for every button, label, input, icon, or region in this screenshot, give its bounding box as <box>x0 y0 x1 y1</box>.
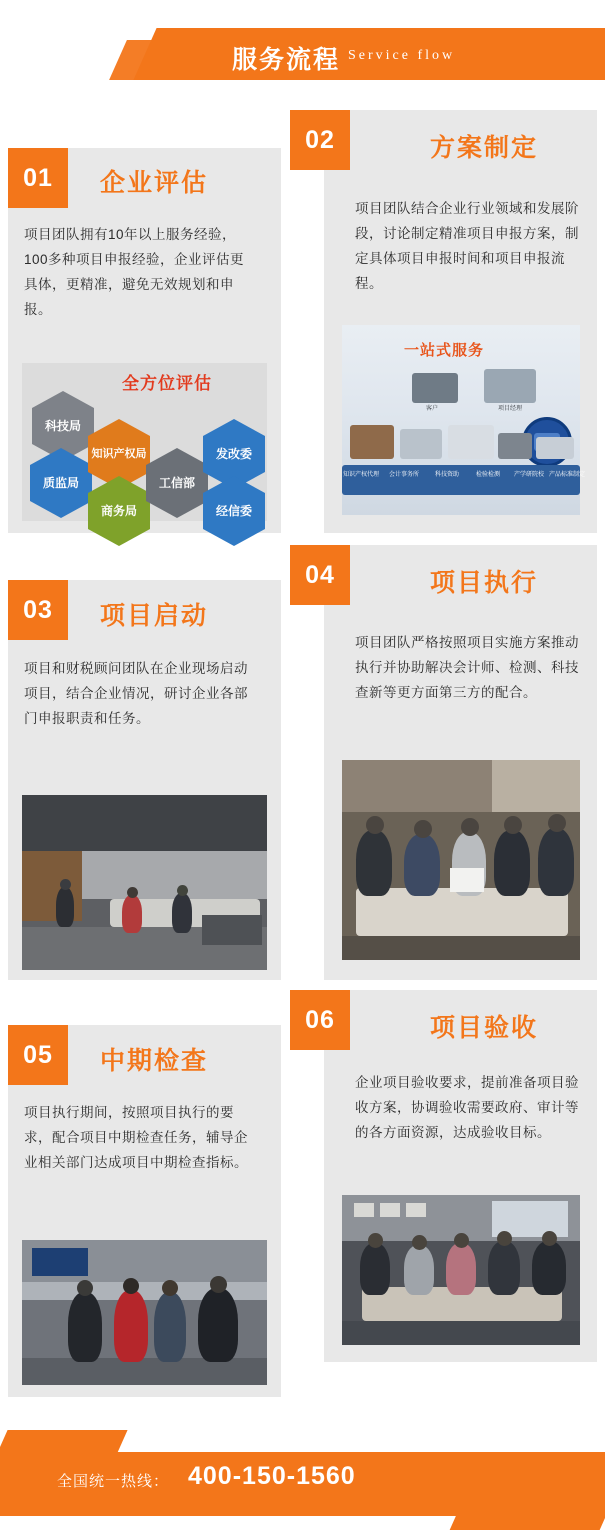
step-number-03: 03 <box>8 580 68 640</box>
photo05-screen <box>32 1248 88 1276</box>
photo04-head-2 <box>414 820 432 838</box>
step-photo-05 <box>22 1240 267 1385</box>
illus-cap-4: 产学研院校 <box>513 472 544 478</box>
photo06-head-3 <box>454 1233 469 1248</box>
photo04-person-2 <box>404 834 440 896</box>
photo05-head-3 <box>162 1280 178 1296</box>
photo03-head-1 <box>60 879 71 890</box>
step-text-02: 项目团队结合企业行业领域和发展阶段，讨论制定精准项目申报方案，制定具体项目申报时间和项目申报流程。 <box>355 201 579 291</box>
photo06-person-2 <box>404 1245 434 1295</box>
hex-node-5: 商务局 <box>88 493 150 529</box>
illus-caption-band <box>342 465 580 495</box>
page-title: 服务流程 <box>232 46 341 74</box>
photo06-person-4 <box>488 1241 520 1295</box>
service-illustration-label: 一站式服务 <box>404 342 485 359</box>
photo05-head-2 <box>123 1278 139 1294</box>
photo06-head-4 <box>497 1231 512 1246</box>
photo06-person-3 <box>446 1243 476 1295</box>
photo06-head-2 <box>412 1235 427 1250</box>
photo06-frame-2 <box>380 1203 400 1217</box>
step-text-05: 项目执行期间，按照项目执行的要求，配合项目中期检查任务，辅导企业相关部门达成项目中期检查指标。 <box>24 1105 248 1170</box>
hex-node-0: 科技局 <box>32 408 94 444</box>
step-photo-04 <box>342 760 580 960</box>
photo05-floor <box>22 1358 267 1385</box>
step-photo-03 <box>22 795 267 970</box>
step-text-04: 项目团队严格按照项目实施方案推动执行并协助解决会计师、检测、科技查新等更方面第三方的配合。 <box>355 635 579 700</box>
photo05-person-4 <box>198 1288 238 1362</box>
photo06-head-5 <box>542 1231 557 1246</box>
step-title-02: 方案制定 <box>430 134 539 162</box>
step-number-01: 01 <box>8 148 68 208</box>
photo06-person-5 <box>532 1241 566 1295</box>
step-number-02: 02 <box>290 110 350 170</box>
step-card-06 <box>324 990 597 1362</box>
hex-node-2: 发改委 <box>203 436 265 472</box>
step-card-04 <box>324 545 597 980</box>
hex-node-4: 工信部 <box>146 465 208 501</box>
illus-node-office <box>400 429 442 459</box>
step-text-03: 项目和财税顾问团队在企业现场启动项目，结合企业情况，研讨企业各部门申报职责和任务。 <box>24 661 248 726</box>
photo06-floor <box>342 1321 580 1345</box>
service-illustration <box>342 325 585 515</box>
illus-cap-1: 会计事务所 <box>388 472 419 478</box>
photo04-window <box>492 760 580 812</box>
photo04-laptop <box>450 868 484 892</box>
step-number-04: 04 <box>290 545 350 605</box>
step-title-06: 项目验收 <box>430 1014 539 1042</box>
photo05-person-1 <box>68 1292 102 1362</box>
step-text-06: 企业项目验收要求，提前准备项目验收方案，协调验收需要政府、审计等的各方面资源，达成验收目标。 <box>355 1075 579 1140</box>
photo04-person-5 <box>538 828 574 896</box>
step-number-06: 06 <box>290 990 350 1050</box>
photo06-head-1 <box>368 1233 383 1248</box>
hex-node-1: 知识产权局 <box>88 436 150 472</box>
footer-accent-right <box>450 1506 605 1530</box>
step-title-05: 中期检查 <box>100 1047 209 1075</box>
illus-caption-manager: 项目经理 <box>497 406 522 412</box>
photo06-person-1 <box>360 1243 390 1295</box>
page-subtitle: Service flow <box>348 48 456 63</box>
step-title-03: 项目启动 <box>100 602 209 630</box>
photo05-head-1 <box>77 1280 93 1296</box>
illus-node-board <box>448 425 494 459</box>
photo04-person-1 <box>356 830 392 896</box>
photo03-head-2 <box>127 887 138 898</box>
photo04-person-4 <box>494 830 530 896</box>
hotline-label: 全国统一热线： <box>57 1473 170 1490</box>
illus-manager-node <box>484 369 536 403</box>
photo06-frame-3 <box>406 1203 426 1217</box>
hotline-number[interactable]: 400-150-1560 <box>188 1462 356 1490</box>
photo03-chairs <box>202 915 262 945</box>
photo04-head-3 <box>461 818 479 836</box>
page-header <box>0 0 605 100</box>
step-text-01: 项目团队拥有10年以上服务经验，100多种项目申报经验，企业评估更具体，更精准，避免无效规划和申报。 <box>24 227 245 317</box>
photo05-head-4 <box>210 1276 227 1293</box>
step-title-01: 企业评估 <box>100 169 209 197</box>
illus-cap-5: 产品标准制定 <box>548 472 585 478</box>
photo03-person-3 <box>172 893 192 933</box>
illus-caption-client: 客户 <box>425 406 438 412</box>
step-photo-06 <box>342 1195 580 1345</box>
photo03-person-2 <box>122 895 142 933</box>
illus-node-gear <box>498 433 532 459</box>
illus-cap-3: 检验检测 <box>475 472 500 478</box>
illus-cap-0: 知识产权代理 <box>342 472 379 478</box>
photo03-head-3 <box>177 885 188 896</box>
hex-node-6: 经信委 <box>203 493 265 529</box>
photo04-head-4 <box>504 816 522 834</box>
illus-node-lab <box>536 437 574 459</box>
photo03-wall <box>82 851 267 899</box>
hex-node-3: 质监局 <box>30 465 92 501</box>
photo04-floor <box>342 936 580 960</box>
illus-node-docs <box>350 425 394 459</box>
photo03-ceiling <box>22 795 267 853</box>
photo06-frame-1 <box>354 1203 374 1217</box>
step-number-05: 05 <box>8 1025 68 1085</box>
assessment-diagram-label: 全方位评估 <box>122 374 212 393</box>
step-card-02 <box>324 110 597 533</box>
photo03-person-1 <box>56 887 74 927</box>
photo05-person-2 <box>114 1290 148 1362</box>
assessment-diagram <box>22 363 267 521</box>
page-footer <box>0 1420 605 1538</box>
photo04-head-5 <box>548 814 566 832</box>
photo04-head-1 <box>366 816 384 834</box>
photo05-person-3 <box>154 1292 186 1362</box>
illus-client-node <box>412 373 458 403</box>
illus-cap-2: 科技资助 <box>434 472 459 478</box>
step-card-03 <box>8 580 281 980</box>
step-title-04: 项目执行 <box>430 569 539 597</box>
